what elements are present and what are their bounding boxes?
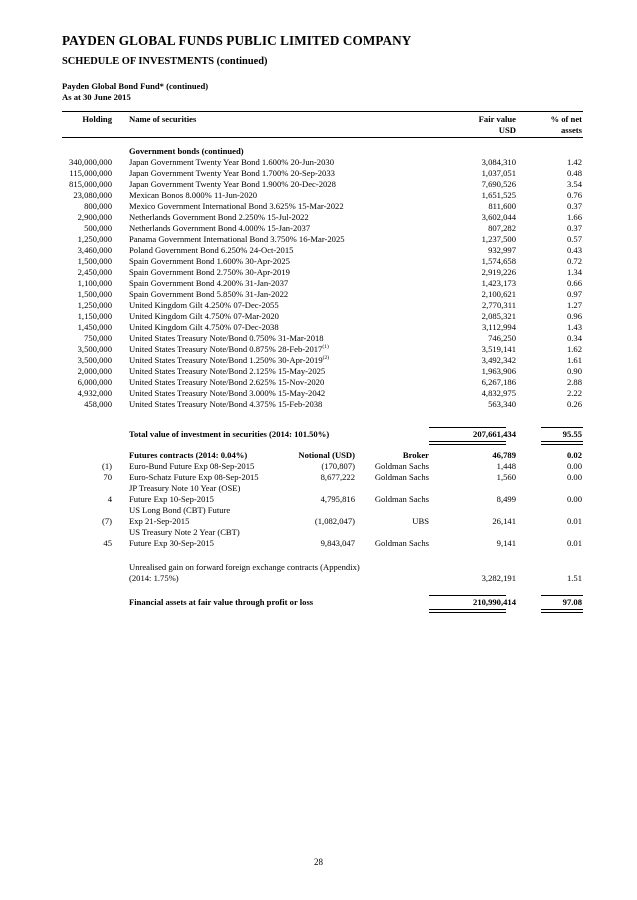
pct-net-assets-cell: 1.42	[566, 157, 582, 167]
holding-cell: 750,000	[84, 333, 112, 343]
fair-value-cell: 1,037,051	[481, 168, 516, 178]
table-row	[0, 168, 637, 179]
table-row	[0, 311, 637, 322]
holding-cell: 3,500,000	[77, 355, 112, 365]
futures-fair-value-cell: 8,499	[496, 494, 516, 504]
futures-description: Future Exp 10-Sep-2015	[129, 494, 214, 504]
security-name-text: Spain Government Bond 4.200% 31-Jan-2037	[129, 278, 289, 288]
holding-cell: 1,250,000	[77, 234, 112, 244]
security-name-cell	[129, 245, 293, 256]
futures-pct-cell: 0.00	[566, 472, 582, 482]
holding-cell: 500,000	[84, 223, 112, 233]
unrealised-row-line1	[0, 562, 637, 573]
section-title: Government bonds (continued)	[129, 146, 244, 156]
table-row	[0, 256, 637, 267]
footnote-marker: (1)	[322, 344, 329, 350]
unrealised-fair-value: 3,282,191	[481, 573, 516, 583]
security-name-cell	[129, 388, 325, 399]
security-name-cell	[129, 157, 334, 168]
fair-value-cell: 3,084,310	[481, 157, 516, 167]
fair-value-cell: 7,690,526	[481, 179, 516, 189]
security-name-text: Spain Government Bond 5.850% 31-Jan-2022	[129, 289, 289, 299]
pct-final-rule	[541, 595, 583, 596]
fair-value-total-double-rule	[429, 441, 506, 445]
security-name-text: Mexican Bonos 8.000% 11-Jun-2020	[129, 190, 258, 200]
security-name-cell	[129, 267, 290, 278]
table-row	[0, 201, 637, 212]
pct-net-assets-cell: 3.54	[566, 179, 582, 189]
futures-row	[0, 538, 637, 549]
table-row	[0, 355, 637, 366]
as-at-date: As at 30 June 2015	[62, 92, 131, 102]
security-name-text: United States Treasury Note/Bond 1.250% 30-Apr-2019	[129, 355, 323, 365]
table-row	[0, 267, 637, 278]
futures-fair-value-cell: 26,141	[492, 516, 516, 526]
fair-value-cell: 563,340	[488, 399, 516, 409]
security-name-cell	[129, 179, 336, 190]
table-row	[0, 212, 637, 223]
pct-net-assets-cell: 0.90	[566, 366, 582, 376]
holding-cell: 800,000	[84, 201, 112, 211]
futures-notional-cell: 9,843,047	[320, 538, 355, 548]
fair-value-cell: 6,267,186	[481, 377, 516, 387]
holding-cell: 2,900,000	[77, 212, 112, 222]
futures-header-fair-value: 46,789	[492, 450, 516, 460]
table-row	[0, 245, 637, 256]
pct-net-assets-cell: 1.27	[566, 300, 582, 310]
holding-cell: 2,000,000	[77, 366, 112, 376]
fair-value-cell: 1,651,525	[481, 190, 516, 200]
pct-net-assets-cell: 0.96	[566, 311, 582, 321]
pct-net-assets-cell: 0.48	[566, 168, 582, 178]
futures-broker-cell: Goldman Sachs	[374, 494, 429, 504]
table-row	[0, 366, 637, 377]
company-title: PAYDEN GLOBAL FUNDS PUBLIC LIMITED COMPANY	[62, 33, 412, 48]
security-name-text: Netherlands Government Bond 2.250% 15-Jul-2022	[129, 212, 309, 222]
fair-value-final-rule	[429, 595, 506, 596]
security-name-cell	[129, 366, 325, 377]
holding-cell: 340,000,000	[69, 157, 112, 167]
holding-cell: 1,100,000	[77, 278, 112, 288]
footnote-marker: (2)	[322, 355, 330, 361]
fair-value-cell: 746,250	[488, 333, 516, 343]
futures-description: Future Exp 30-Sep-2015	[129, 538, 214, 548]
fair-value-cell: 3,492,342	[481, 355, 516, 365]
pct-net-assets-cell: 0.57	[566, 234, 582, 244]
pct-net-assets-cell: 0.97	[566, 289, 582, 299]
futures-broker-cell: Goldman Sachs	[374, 472, 429, 482]
fair-value-cell: 811,600	[488, 201, 516, 211]
table-header-rule	[62, 137, 583, 138]
total-investments-label: Total value of investment in securities (2014: 101.50%)	[129, 429, 330, 439]
pct-net-assets-cell: 1.62	[566, 344, 582, 354]
pct-net-assets-cell: 2.88	[566, 377, 582, 387]
futures-notional-cell: (1,082,047)	[314, 516, 355, 526]
security-name-cell	[129, 168, 335, 179]
security-name-text: United States Treasury Note/Bond 4.375% 15-Feb-2038	[129, 399, 323, 409]
financial-assets-fair-value: 210,990,414	[473, 597, 516, 607]
futures-row-description	[0, 483, 637, 494]
fair-value-cell: 3,519,141	[481, 344, 516, 354]
fair-value-cell: 4,832,975	[481, 388, 516, 398]
futures-header-broker: Broker	[402, 450, 429, 460]
futures-description-line1: US Treasury Note 2 Year (CBT)	[129, 527, 240, 537]
column-header-name: Name of securities	[129, 114, 197, 124]
futures-broker-cell: Goldman Sachs	[374, 461, 429, 471]
futures-pct-cell: 0.00	[566, 494, 582, 504]
security-name-text: United Kingdom Gilt 4.750% 07-Dec-2038	[129, 322, 279, 332]
security-name-text: Japan Government Twenty Year Bond 1.600% 20-Jun-2030	[129, 157, 334, 167]
security-name-cell	[129, 278, 288, 289]
futures-row-description	[0, 527, 637, 538]
table-row	[0, 289, 637, 300]
futures-header-notional: Notional (USD)	[298, 450, 355, 460]
security-name-text: United States Treasury Note/Bond 0.875% 28-Feb-2017	[129, 344, 323, 354]
pct-net-assets-cell: 1.34	[566, 267, 582, 277]
futures-holding-cell: (1)	[101, 461, 112, 471]
holding-cell: 4,932,000	[77, 388, 112, 398]
security-name-cell	[129, 289, 288, 300]
table-row	[0, 300, 637, 311]
fair-value-final-double-rule	[429, 609, 506, 613]
table-row	[0, 388, 637, 399]
fair-value-cell: 807,282	[488, 223, 516, 233]
fair-value-subtotal-rule	[429, 427, 506, 428]
holding-cell: 6,000,000	[77, 377, 112, 387]
holding-cell: 1,500,000	[77, 289, 112, 299]
futures-fair-value-cell: 9,141	[496, 538, 516, 548]
pct-net-assets-cell: 0.72	[566, 256, 582, 266]
holding-cell: 1,500,000	[77, 256, 112, 266]
holding-cell: 1,450,000	[77, 322, 112, 332]
table-row	[0, 377, 637, 388]
futures-row	[0, 516, 637, 527]
fair-value-cell: 1,574,658	[481, 256, 516, 266]
futures-holding-cell: 70	[103, 472, 112, 482]
table-row	[0, 179, 637, 190]
pct-net-assets-cell: 1.43	[566, 322, 582, 332]
futures-row	[0, 461, 637, 472]
pct-net-assets-cell: 0.37	[566, 201, 582, 211]
holding-cell: 1,250,000	[77, 300, 112, 310]
security-name-cell	[129, 322, 279, 333]
security-name-cell	[129, 344, 329, 355]
column-header-fair-value: Fair value	[478, 114, 516, 124]
security-name-cell	[129, 223, 310, 234]
pct-net-assets-cell: 0.37	[566, 223, 582, 233]
security-name-text: Japan Government Twenty Year Bond 1.700% 20-Sep-2033	[129, 168, 335, 178]
security-name-cell	[129, 311, 279, 322]
holding-cell: 815,000,000	[69, 179, 112, 189]
column-header-holding: Holding	[82, 114, 112, 124]
security-name-cell	[129, 300, 279, 311]
security-name-cell	[129, 201, 344, 212]
futures-description-line1: JP Treasury Note 10 Year (OSE)	[129, 483, 241, 493]
futures-notional-cell: (170,807)	[321, 461, 355, 471]
futures-holding-cell: (7)	[101, 516, 112, 526]
security-name-text: United States Treasury Note/Bond 2.125% 15-May-2025	[129, 366, 326, 376]
holding-cell: 1,150,000	[77, 311, 112, 321]
futures-description: Euro-Bund Future Exp 08-Sep-2015	[129, 461, 255, 471]
futures-fair-value-cell: 1,448	[496, 461, 516, 471]
pct-net-assets-cell: 0.34	[566, 333, 582, 343]
table-row	[0, 344, 637, 355]
pct-net-assets-cell: 0.26	[566, 399, 582, 409]
futures-header-pct: 0.02	[566, 450, 582, 460]
fund-name: Payden Global Bond Fund* (continued)	[62, 81, 209, 91]
pct-total-double-rule	[541, 441, 583, 445]
futures-notional-cell: 4,795,816	[320, 494, 355, 504]
fair-value-cell: 2,100,621	[481, 289, 516, 299]
total-investments-fair-value: 207,661,434	[473, 429, 516, 439]
futures-row-description	[0, 505, 637, 516]
unrealised-comparative: (2014: 1.75%)	[129, 573, 179, 583]
fair-value-cell: 932,997	[488, 245, 516, 255]
security-name-text: Spain Government Bond 2.750% 30-Apr-2019	[129, 267, 290, 277]
security-name-cell	[129, 234, 345, 245]
table-row	[0, 223, 637, 234]
pct-net-assets-cell: 0.66	[566, 278, 582, 288]
holding-cell: 23,080,000	[73, 190, 112, 200]
futures-broker-cell: Goldman Sachs	[374, 538, 429, 548]
pct-final-double-rule	[541, 609, 583, 613]
security-name-cell	[129, 212, 309, 223]
security-name-text: United Kingdom Gilt 4.750% 07-Mar-2020	[129, 311, 279, 321]
fair-value-cell: 2,919,226	[481, 267, 516, 277]
security-name-text: United States Treasury Note/Bond 0.750% 31-Mar-2018	[129, 333, 324, 343]
security-name-text: United Kingdom Gilt 4.250% 07-Dec-2055	[129, 300, 279, 310]
fair-value-cell: 1,963,906	[481, 366, 516, 376]
fair-value-cell: 1,237,500	[481, 234, 516, 244]
unrealised-label: Unrealised gain on forward foreign exchange contracts (Appendix)	[129, 562, 360, 572]
column-header-pct-unit: assets	[560, 125, 582, 135]
table-row	[0, 322, 637, 333]
security-name-text: Poland Government Bond 6.250% 24-Oct-2015	[129, 245, 294, 255]
fair-value-cell: 3,602,044	[481, 212, 516, 222]
futures-notional-cell: 8,677,222	[320, 472, 355, 482]
table-row	[0, 333, 637, 344]
security-name-text: Mexico Government International Bond 3.625% 15-Mar-2022	[129, 201, 344, 211]
futures-holding-cell: 4	[107, 494, 112, 504]
futures-row	[0, 494, 637, 505]
security-name-cell	[129, 399, 322, 410]
table-row	[0, 157, 637, 168]
security-name-cell	[129, 355, 329, 366]
financial-assets-label: Financial assets at fair value through profit or loss	[129, 597, 314, 607]
column-header-pct: % of net	[550, 114, 582, 124]
security-name-text: United States Treasury Note/Bond 2.625% 15-Nov-2020	[129, 377, 325, 387]
futures-pct-cell: 0.01	[566, 516, 582, 526]
holding-cell: 115,000,000	[69, 168, 112, 178]
security-name-cell	[129, 256, 290, 267]
unrealised-pct: 1.51	[566, 573, 582, 583]
table-top-rule	[62, 111, 583, 112]
financial-assets-pct: 97.08	[562, 597, 582, 607]
holding-cell: 458,000	[84, 399, 112, 409]
security-name-cell	[129, 377, 324, 388]
pct-net-assets-cell: 2.22	[566, 388, 582, 398]
security-name-text: United States Treasury Note/Bond 3.000% 15-May-2042	[129, 388, 326, 398]
futures-header-label: Futures contracts (2014: 0.04%)	[129, 450, 248, 460]
futures-broker-cell: UBS	[412, 516, 429, 526]
security-name-cell	[129, 333, 324, 344]
pct-subtotal-rule	[541, 427, 583, 428]
holding-cell: 3,500,000	[77, 344, 112, 354]
pct-net-assets-cell: 0.76	[566, 190, 582, 200]
holding-cell: 2,450,000	[77, 267, 112, 277]
holding-cell: 3,460,000	[77, 245, 112, 255]
futures-pct-cell: 0.01	[566, 538, 582, 548]
pct-net-assets-cell: 0.43	[566, 245, 582, 255]
futures-description: Exp 21-Sep-2015	[129, 516, 190, 526]
page-number: 28	[314, 857, 323, 867]
table-row	[0, 399, 637, 410]
schedule-title: SCHEDULE OF INVESTMENTS (continued)	[62, 56, 268, 67]
futures-description: Euro-Schatz Future Exp 08-Sep-2015	[129, 472, 259, 482]
fair-value-cell: 2,770,311	[481, 300, 516, 310]
security-name-text: Panama Government International Bond 3.750% 16-Mar-2025	[129, 234, 345, 244]
pct-net-assets-cell: 1.61	[566, 355, 582, 365]
financial-assets-row	[0, 597, 637, 608]
futures-fair-value-cell: 1,560	[496, 472, 516, 482]
column-header-fair-value-unit: USD	[498, 125, 516, 135]
table-row	[0, 234, 637, 245]
futures-pct-cell: 0.00	[566, 461, 582, 471]
futures-row	[0, 472, 637, 483]
fair-value-cell: 3,112,994	[481, 322, 516, 332]
table-row	[0, 190, 637, 201]
security-name-text: Japan Government Twenty Year Bond 1.900% 20-Dec-2028	[129, 179, 336, 189]
pct-net-assets-cell: 1.66	[566, 212, 582, 222]
table-row	[0, 278, 637, 289]
security-name-cell	[129, 190, 257, 201]
security-name-text: Spain Government Bond 1.600% 30-Apr-2025	[129, 256, 290, 266]
security-name-text: Netherlands Government Bond 4.000% 15-Jan-2037	[129, 223, 311, 233]
unrealised-row-line2	[0, 573, 637, 584]
fair-value-cell: 2,085,321	[481, 311, 516, 321]
futures-description-line1: US Long Bond (CBT) Future	[129, 505, 231, 515]
section-title-row	[0, 146, 637, 157]
futures-header-row	[0, 450, 637, 461]
total-investments-row	[0, 429, 637, 440]
fair-value-cell: 1,423,173	[481, 278, 516, 288]
futures-holding-cell: 45	[103, 538, 112, 548]
total-investments-pct: 95.55	[562, 429, 582, 439]
